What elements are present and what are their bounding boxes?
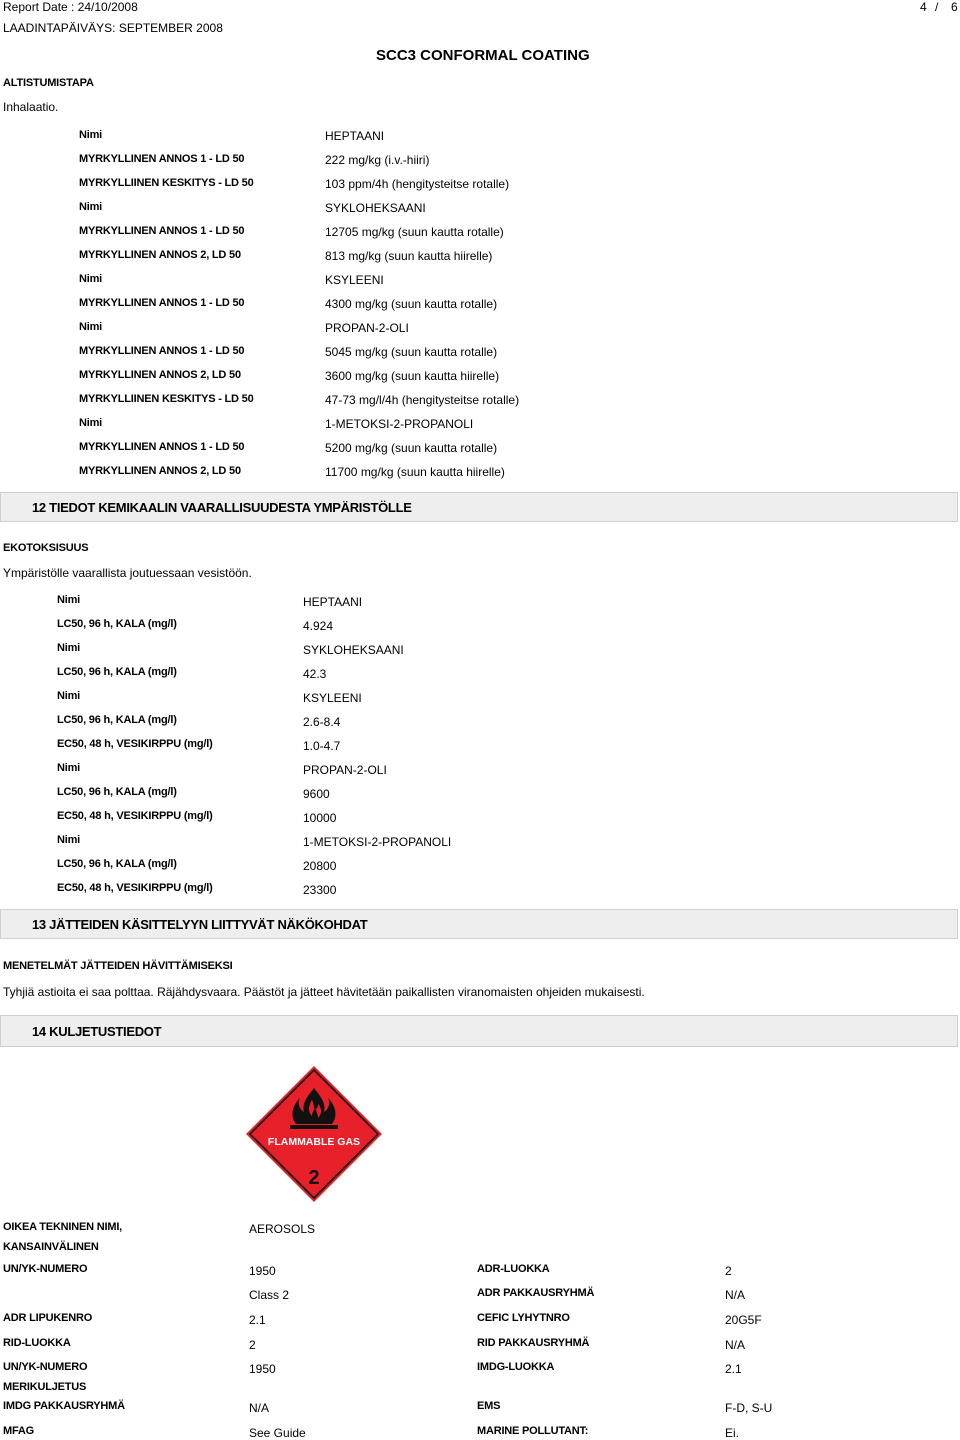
ecotox-heading: EKOTOKSISUUS xyxy=(3,542,89,554)
page-separator: / xyxy=(935,0,939,14)
revision-date: LAADINTAPÄIVÄYS: SEPTEMBER 2008 xyxy=(3,21,223,35)
flammable-gas-pictogram-svg xyxy=(246,1066,382,1202)
tox-value: 103 ppm/4h (hengitysteitse rotalle) xyxy=(325,177,510,191)
tox-value: 5200 mg/kg (suun kautta rotalle) xyxy=(325,441,498,455)
tox-label: MYRKYLLINEN ANNOS 1 - LD 50 xyxy=(79,153,245,165)
tox-value: PROPAN-2-OLI xyxy=(325,321,409,335)
eco-value: 2.6-8.4 xyxy=(303,715,341,729)
ems-value: F-D, S-U xyxy=(725,1401,773,1415)
eco-value: SYKLOHEKSAANI xyxy=(303,643,404,657)
eco-value: 1-METOKSI-2-PROPANOLI xyxy=(303,835,452,849)
ecotox-text: Ympäristölle vaarallista joutuessaan vesistöön. xyxy=(3,566,252,580)
eco-value: HEPTAANI xyxy=(303,595,363,609)
shipping-name-label-2: KANSAINVÄLINEN xyxy=(3,1241,99,1253)
un-sea-label-1: UN/YK-NUMERO xyxy=(3,1361,88,1373)
shipping-name-label-1: OIKEA TEKNINEN NIMI, xyxy=(3,1221,123,1233)
tox-label: MYRKYLLINEN ANNOS 1 - LD 50 xyxy=(79,297,245,309)
tox-label: Nimi xyxy=(79,417,103,429)
rid-group-label: RID PAKKAUSRYHMÄ xyxy=(477,1337,590,1349)
imdg-group-label: IMDG PAKKAUSRYHMÄ xyxy=(3,1400,125,1412)
eco-value: 4.924 xyxy=(303,619,334,633)
section-12-header xyxy=(0,492,958,522)
tox-value: 5045 mg/kg (suun kautta rotalle) xyxy=(325,345,498,359)
section-14-header xyxy=(0,1015,958,1047)
eco-label: Nimi xyxy=(57,834,81,846)
adr-label-value: 2.1 xyxy=(249,1313,266,1327)
eco-label: Nimi xyxy=(57,690,81,702)
pictogram-text: FLAMMABLE GAS xyxy=(267,1136,361,1148)
eco-value: 20800 xyxy=(303,859,337,873)
mfag-value: See Guide xyxy=(249,1426,306,1440)
un-sea-value: 1950 xyxy=(249,1362,276,1376)
tox-value: 1-METOKSI-2-PROPANOLI xyxy=(325,417,474,431)
eco-label: Nimi xyxy=(57,762,81,774)
marine-pollutant-value: Ei. xyxy=(725,1426,740,1440)
tox-label: MYRKYLLINEN ANNOS 1 - LD 50 xyxy=(79,345,245,357)
eco-label: LC50, 96 h, KALA (mg/l) xyxy=(57,666,177,678)
shipping-name-value: AEROSOLS xyxy=(249,1222,316,1236)
adr-group-value: N/A xyxy=(725,1288,746,1302)
tox-label: MYRKYLLINEN ANNOS 1 - LD 50 xyxy=(79,441,245,453)
imdg-group-value: N/A xyxy=(249,1401,270,1415)
eco-label: EC50, 48 h, VESIKIRPPU (mg/l) xyxy=(57,810,213,822)
tox-value: HEPTAANI xyxy=(325,129,385,143)
tox-value: 12705 mg/kg (suun kautta rotalle) xyxy=(325,225,504,239)
exposure-route: Inhalaatio. xyxy=(3,100,59,114)
tox-value: 3600 mg/kg (suun kautta hiirelle) xyxy=(325,369,500,383)
imdg-class-value: 2.1 xyxy=(725,1362,742,1376)
tox-label: MYRKYLLIINEN KESKITYS - LD 50 xyxy=(79,393,254,405)
ems-label: EMS xyxy=(477,1400,501,1412)
adr-label-label: ADR LIPUKENRO xyxy=(3,1312,93,1324)
tox-label: Nimi xyxy=(79,129,103,141)
disposal-heading: MENETELMÄT JÄTTEIDEN HÄVITTÄMISEKSI xyxy=(3,960,233,972)
marine-pollutant-label: MARINE POLLUTANT: xyxy=(477,1425,589,1437)
section-13-title: 13 JÄTTEIDEN KÄSITTELYYN LIITTYVÄT NÄKÖKOHDAT xyxy=(32,917,368,932)
tox-label: MYRKYLLINEN ANNOS 2, LD 50 xyxy=(79,249,241,261)
imdg-class-label: IMDG-LUOKKA xyxy=(477,1361,555,1373)
rid-class-label: RID-LUOKKA xyxy=(3,1337,71,1349)
tox-value: SYKLOHEKSAANI xyxy=(325,201,426,215)
tox-value: 222 mg/kg (i.v.-hiiri) xyxy=(325,153,430,167)
un-sea-label-2: MERIKULJETUS xyxy=(3,1381,87,1393)
tox-label: MYRKYLLINEN ANNOS 2, LD 50 xyxy=(79,369,241,381)
eco-label: LC50, 96 h, KALA (mg/l) xyxy=(57,618,177,630)
eco-value: 1.0-4.7 xyxy=(303,739,341,753)
report-date: Report Date : 24/10/2008 xyxy=(3,0,138,14)
adr-class-value: 2 xyxy=(725,1264,732,1278)
tox-value: KSYLEENI xyxy=(325,273,384,287)
tox-label: Nimi xyxy=(79,201,103,213)
tox-value: 4300 mg/kg (suun kautta rotalle) xyxy=(325,297,498,311)
eco-value: PROPAN-2-OLI xyxy=(303,763,387,777)
section-14-title: 14 KULJETUSTIEDOT xyxy=(32,1024,162,1039)
tox-label: MYRKYLLINEN ANNOS 2, LD 50 xyxy=(79,465,241,477)
un-number-label: UN/YK-NUMERO xyxy=(3,1263,88,1275)
eco-value: 23300 xyxy=(303,883,337,897)
eco-label: Nimi xyxy=(57,594,81,606)
pictogram-class-number: 2 xyxy=(308,1167,320,1189)
disposal-text: Tyhjiä astioita ei saa polttaa. Räjähdysvaara. Päästöt ja jätteet hävitetään paikallisten viranomaisten ohjeiden mukaisesti. xyxy=(3,985,645,999)
product-title: SCC3 CONFORMAL COATING xyxy=(376,47,590,64)
eco-label: EC50, 48 h, VESIKIRPPU (mg/l) xyxy=(57,882,213,894)
eco-value: 42.3 xyxy=(303,667,327,681)
adr-class-label: ADR-LUOKKA xyxy=(477,1263,550,1275)
adr-group-label: ADR PAKKAUSRYHMÄ xyxy=(477,1287,595,1299)
class-value: Class 2 xyxy=(249,1288,290,1302)
section-12-title: 12 TIEDOT KEMIKAALIN VAARALLISUUDESTA YMPÄRISTÖLLE xyxy=(32,500,412,515)
cefic-label: CEFIC LYHYTNRO xyxy=(477,1312,570,1324)
tox-value: 11700 mg/kg (suun kautta hiirelle) xyxy=(325,465,505,479)
eco-label: EC50, 48 h, VESIKIRPPU (mg/l) xyxy=(57,738,213,750)
tox-label: Nimi xyxy=(79,321,103,333)
tox-value: 813 mg/kg (suun kautta hiirelle) xyxy=(325,249,493,263)
tox-value: 47-73 mg/l/4h (hengitysteitse rotalle) xyxy=(325,393,520,407)
un-number-value: 1950 xyxy=(249,1264,276,1278)
eco-value: 9600 xyxy=(303,787,330,801)
tox-label: MYRKYLLIINEN KESKITYS - LD 50 xyxy=(79,177,254,189)
rid-group-value: N/A xyxy=(725,1338,746,1352)
tox-label: MYRKYLLINEN ANNOS 1 - LD 50 xyxy=(79,225,245,237)
eco-label: Nimi xyxy=(57,642,81,654)
rid-class-value: 2 xyxy=(249,1338,256,1352)
eco-label: LC50, 96 h, KALA (mg/l) xyxy=(57,858,177,870)
page-current: 4 xyxy=(920,0,927,14)
tox-label: Nimi xyxy=(79,273,103,285)
eco-value: 10000 xyxy=(303,811,337,825)
eco-label: LC50, 96 h, KALA (mg/l) xyxy=(57,714,177,726)
exposure-heading: ALTISTUMISTAPA xyxy=(3,77,94,89)
cefic-value: 20G5F xyxy=(725,1313,762,1327)
flammable-gas-diamond-icon xyxy=(246,1066,382,1202)
eco-label: LC50, 96 h, KALA (mg/l) xyxy=(57,786,177,798)
mfag-label: MFAG xyxy=(3,1425,34,1437)
section-13-header xyxy=(0,909,958,939)
page-total: 6 xyxy=(951,0,958,14)
eco-value: KSYLEENI xyxy=(303,691,362,705)
